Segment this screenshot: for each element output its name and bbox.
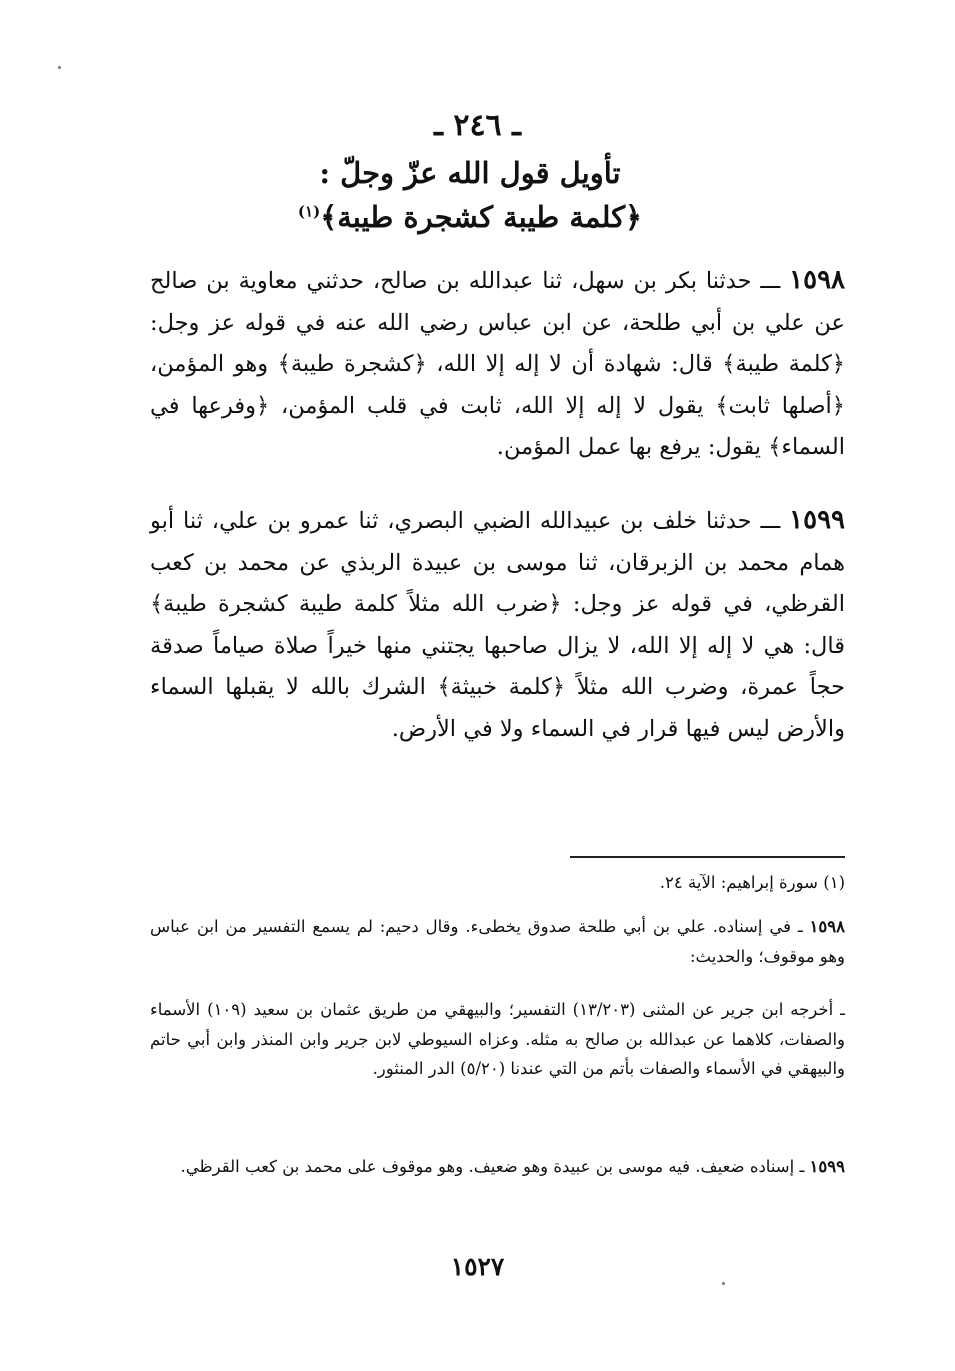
footnote-marker: (١) <box>297 202 321 221</box>
scan-speck <box>58 66 61 69</box>
hadith-text: حدثنا خلف بن عبيدالله الضبي البصري، ثنا عمرو بن علي، ثنا أبو همام محمد بن الزبرقان، ثنا موسى بن عبيدة الربذي عن محمد بن كعب القرظي، في قوله عز وجل: ﴿ضرب الله مثلاً كلمة طيبة كشجرة طيبة﴾ قال: هي لا إله إلا الله، لا يزال صاحبها يجتني منها خيراً صلاة صياماً صدقة حجاً عمرة، وضرب الله مثلاً ﴿كلمة خبيثة﴾ الشرك بالله لا يقبلها السماء والأرض ليس فيها قرار في السماء ولا في الأرض. <box>150 508 845 742</box>
footnote-1598-detail: ـ أخرجه ابن جرير عن المثنى (١٣/٢٠٣) التفسير؛ والبيهقي من طريق عثمان بن سعيد (١٠٩) الأسماء والصفات، كلاهما عن عبدالله بن صالح به مثله. وعزاه السيوطي لابن جرير وابن المنذر وابن أبي حاتم والبيهقي في الأسماء والصفات بأتم من التي عندنا (٥/٢٠) الدر المنثور. <box>150 1000 845 1078</box>
hadith-dash: ـــ <box>751 268 790 294</box>
footnote-1598 <box>150 912 845 971</box>
footnote-number: ١٥٩٨ <box>809 917 845 936</box>
hadith-text: حدثنا بكر بن سهل، ثنا عبدالله بن صالح، حدثني معاوية بن صالح عن علي بن أبي طلحة، عن ابن عباس رضي الله عنه في قوله عز وجل: ﴿كلمة طيبة﴾ قال: شهادة أن لا إله إلا الله، ﴿كشجرة طيبة﴾ وهو المؤمن، ﴿أصلها ثابت﴾ يقول لا إله إلا الله، ثابت في قلب المؤمن، ﴿وفرعها في السماء﴾ يقول: يرفع بها عمل المؤمن. <box>150 268 845 460</box>
footnote-text: ـ إسناده ضعيف. فيه موسى بن عبيدة وهو ضعيف. وهو موقوف على محمد بن كعب القرظي. <box>180 1157 810 1176</box>
footnote-text: ـ في إسناده. علي بن أبي طلحة صدوق يخطىء. وقال دحيم: لم يسمع التفسير من ابن عباس وهو موقوف؛ والحديث: <box>150 917 845 966</box>
footnote-1599 <box>150 1152 845 1182</box>
chapter-subtitle-verse <box>120 200 820 234</box>
chapter-title: تأويل قول الله عزّ وجلّ : <box>319 156 621 190</box>
footnote-1: (١) سورة إبراهيم: الآية ٢٤. <box>659 873 845 892</box>
scan-speck <box>722 1282 725 1285</box>
hadith-entry-1599 <box>150 500 845 750</box>
hadith-dash: ـــ <box>751 508 790 534</box>
section-number: ـ ٢٤٦ ـ <box>434 108 521 143</box>
verse-text: ﴿كلمة طيبة كشجرة طيبة﴾ <box>320 200 643 234</box>
footnote-divider <box>570 856 845 858</box>
hadith-number: ١٥٩٩ <box>789 505 845 535</box>
hadith-number: ١٥٩٨ <box>789 265 845 295</box>
page-number: ١٥٢٧ <box>450 1252 505 1281</box>
hadith-entry-1598 <box>150 260 845 469</box>
footnote-number: ١٥٩٩ <box>809 1157 845 1176</box>
